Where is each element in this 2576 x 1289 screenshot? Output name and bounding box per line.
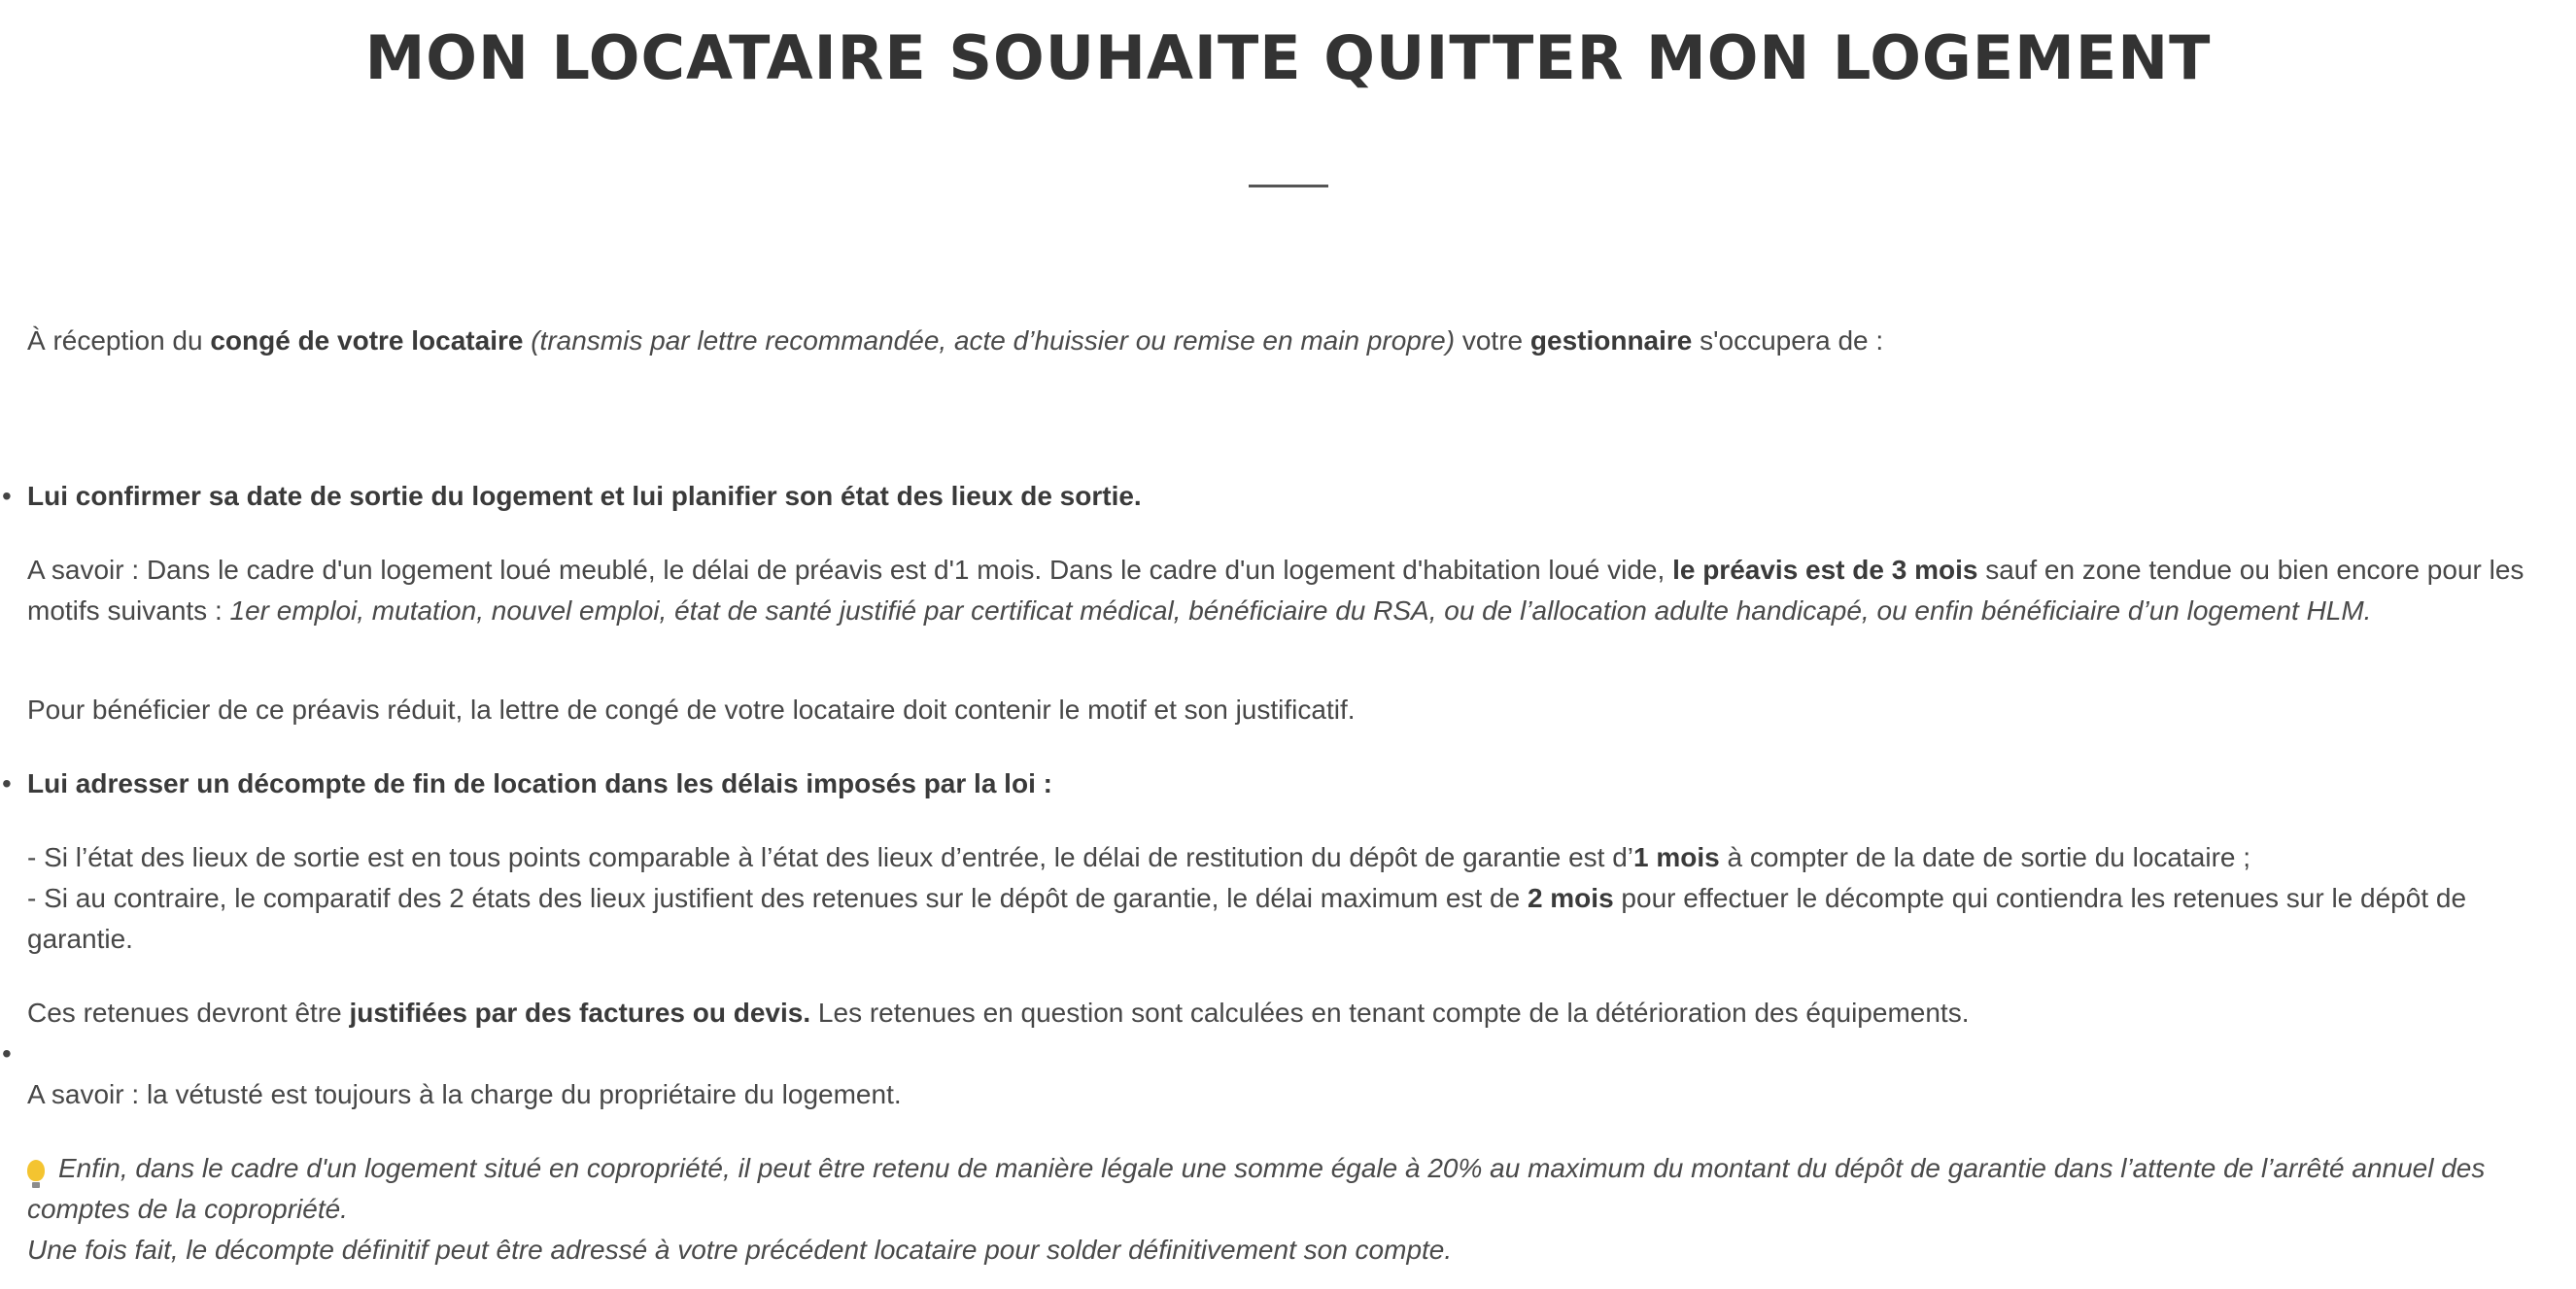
intro-text: s'occupera de : xyxy=(1692,325,1884,356)
tip-text: Une fois fait, le décompte définitif peut être adressé à votre précédent locataire pour solder définitivement son compte. xyxy=(27,1235,1453,1265)
restitution-1-mois xyxy=(27,837,2554,878)
preavis-text: sauf en zone tendue ou bien encore pour les motifs suivants : xyxy=(27,555,2524,626)
preavis-text: A savoir : Dans le cadre d'un logement loué meublé, le délai de préavis est d'1 mois. Dans le cadre d'un logement d'habitation loué vide, xyxy=(27,555,1673,585)
article-content xyxy=(27,321,2554,1271)
tip-paragraph xyxy=(27,1148,2554,1271)
intro-paragraph xyxy=(27,321,2554,361)
restitution-text: - Si l’état des lieux de sortie est en tous points comparable à l’état des lieux d’entrée, le délai de restitution du dépôt de garantie est d’ xyxy=(27,842,1633,872)
preavis-paragraph xyxy=(27,550,2554,631)
intro-italic: (transmis par lettre recommandée, acte d’huissier ou remise en main propre) xyxy=(531,325,1456,356)
tip-text: Enfin, dans le cadre d'un logement situé en copropriété, il peut être retenu de manière légale une somme égale à 20% au maximum du montant du dépôt de garantie dans l’attente de l’arrêté annuel des comptes de la copropriété. xyxy=(27,1153,2486,1224)
lightbulb-icon xyxy=(27,1148,58,1189)
intro-text: votre xyxy=(1455,325,1530,356)
vetuste-paragraph: A savoir : la vétusté est toujours à la charge du propriétaire du logement. xyxy=(27,1079,902,1109)
reduced-preavis-paragraph: Pour bénéficier de ce préavis réduit, la lettre de congé de votre locataire doit contenir le motif et son justificatif. xyxy=(27,695,1356,725)
retenues-paragraph xyxy=(27,993,2554,1034)
title-divider xyxy=(1249,185,1328,187)
restitution-text: - Si au contraire, le comparatif des 2 états des lieux justifient des retenues sur le dépôt de garantie, le délai maximum est de xyxy=(27,883,1528,913)
restitution-text: pour effectuer le décompte qui contiendra les retenues sur le dépôt de garantie. xyxy=(27,883,2467,954)
retenues-text: Les retenues en question sont calculées en tenant compte de la détérioration des équipements. xyxy=(810,998,1970,1028)
list-item-decompte xyxy=(27,763,2554,804)
retenues-text: Ces retenues devront être xyxy=(27,998,350,1028)
intro-bold-conge: congé de votre locataire xyxy=(210,325,524,356)
list-item-label: Lui adresser un décompte de fin de location dans les délais imposés par la loi : xyxy=(27,768,1052,798)
preavis-bold: le préavis est de 3 mois xyxy=(1672,555,1978,585)
list-item-empty xyxy=(27,1034,2554,1074)
retenues-bold: justifiées par des factures ou devis. xyxy=(349,998,811,1028)
restitution-bold: 1 mois xyxy=(1633,842,1720,872)
restitution-text: à compter de la date de sortie du locataire ; xyxy=(1719,842,2251,872)
preavis-motifs: 1er emploi, mutation, nouvel emploi, état de santé justifié par certificat médical, bénéficiaire du RSA, ou de l’allocation adulte handicapé, ou enfin bénéficiaire d’un logement HLM. xyxy=(229,595,2372,626)
restitution-bold: 2 mois xyxy=(1527,883,1614,913)
page-title: MON LOCATAIRE SOUHAITE QUITTER MON LOGEMENT xyxy=(364,22,2212,93)
intro-bold-gestionnaire: gestionnaire xyxy=(1529,325,1693,356)
list-item-label: Lui confirmer sa date de sortie du logement et lui planifier son état des lieux de sortie. xyxy=(27,481,1142,511)
restitution-2-mois xyxy=(27,878,2554,960)
list-item-confirm-date xyxy=(27,476,2554,517)
intro-text: À réception du xyxy=(27,325,211,356)
